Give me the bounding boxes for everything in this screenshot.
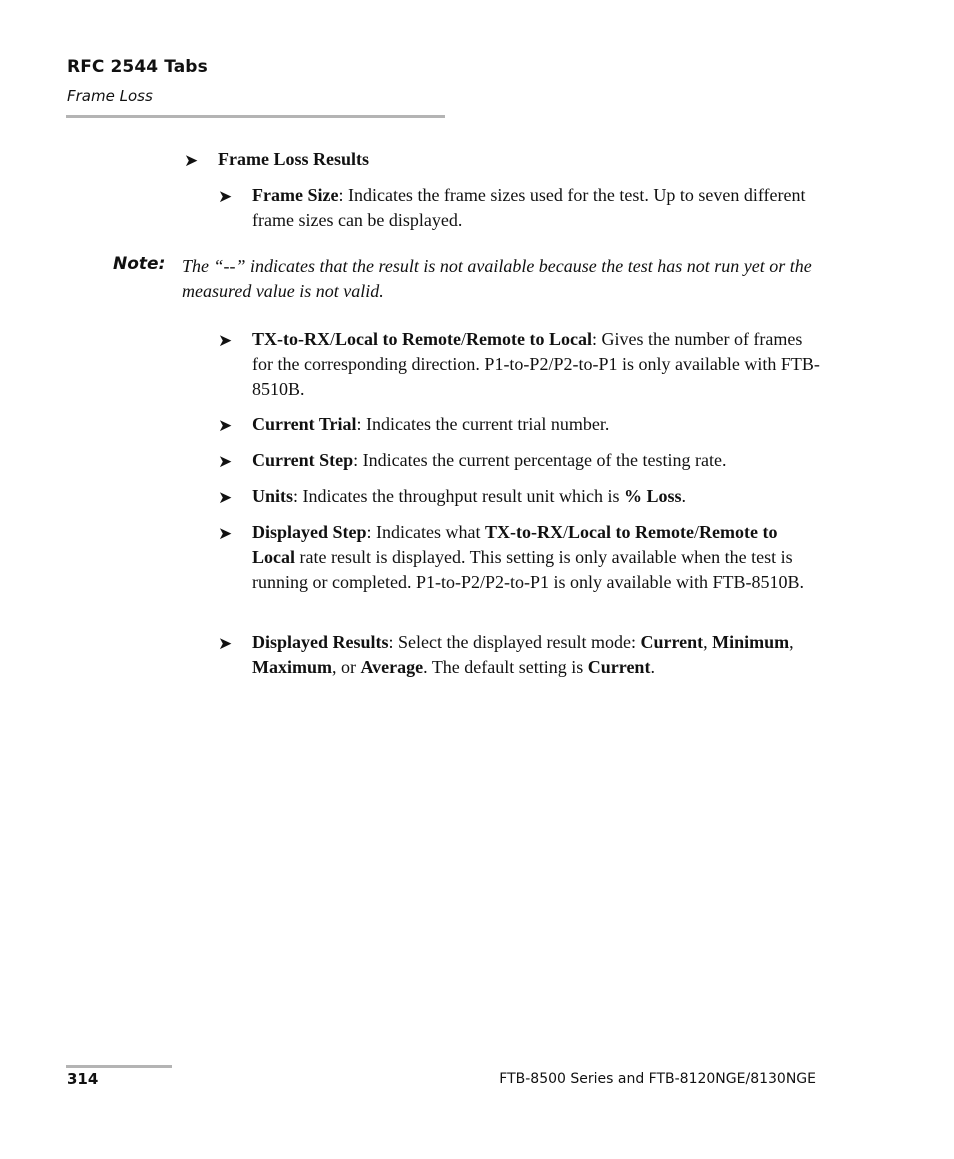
term-units: Units <box>252 486 294 506</box>
desc-current-trial: : Indicates the current trial number. <box>356 414 610 434</box>
term-local-to-remote: Local to Remote <box>568 522 694 542</box>
frame-loss-results-label: Frame Loss Results <box>218 149 369 169</box>
term-remote-to-local: Remote to Local <box>252 522 778 567</box>
term-frame-size: Frame Size <box>252 185 339 205</box>
desc-tx-to-rx: : Gives the number of frames for the corresponding direction. P1-to-P2/P2-to-P1 is only available with FTB-8510B. <box>252 329 820 399</box>
punctuation: , <box>703 632 713 652</box>
punctuation: , <box>789 632 794 652</box>
bullet-arrow-icon: ➤ <box>218 331 233 350</box>
bullet-current-trial <box>252 412 822 437</box>
bullet-displayed-step <box>252 520 804 595</box>
bullet-frame-size <box>252 183 822 233</box>
footer-rule <box>66 1065 172 1068</box>
punctuation: , or <box>332 657 361 677</box>
bullet-arrow-icon: ➤ <box>218 452 233 471</box>
bullet-arrow-icon: ➤ <box>184 151 199 170</box>
term-local-to-remote: Local to Remote <box>335 329 461 349</box>
bullet-tx-to-rx <box>252 327 822 402</box>
term-displayed-step: Displayed Step <box>252 522 367 542</box>
term-remote-to-local: Remote to Local <box>466 329 592 349</box>
bullet-arrow-icon: ➤ <box>218 634 233 653</box>
option-current: Current <box>640 632 704 652</box>
desc-frame-size: : Indicates the frame sizes used for the test. Up to seven different frame sizes can be displayed. <box>252 185 806 230</box>
desc-units: : Indicates the throughput result unit which is <box>293 486 624 506</box>
option-minimum: Minimum <box>712 632 790 652</box>
bullet-units <box>252 484 822 509</box>
punctuation: . <box>681 486 686 506</box>
option-average: Average <box>360 657 424 677</box>
subsection-title: Frame Loss <box>67 87 153 105</box>
desc-current-step: : Indicates the current percentage of the testing rate. <box>353 450 727 470</box>
term-current-step: Current Step <box>252 450 354 470</box>
term-displayed-results: Displayed Results <box>252 632 389 652</box>
note-label: Note: <box>113 254 166 274</box>
desc-displayed-results-part1: : Select the displayed result mode: <box>388 632 641 652</box>
note-text: The “--” indicates that the result is not available because the test has not run yet or the measured value is not valid. <box>182 256 812 301</box>
bullet-arrow-icon: ➤ <box>218 524 233 543</box>
desc-displayed-step-part1: : Indicates what <box>366 522 485 542</box>
option-current-default: Current <box>587 657 651 677</box>
option-maximum: Maximum <box>252 657 332 677</box>
separator: / <box>563 522 569 542</box>
section-title: RFC 2544 Tabs <box>67 57 208 77</box>
bullet-arrow-icon: ➤ <box>218 416 233 435</box>
bullet-arrow-icon: ➤ <box>218 187 233 206</box>
term-tx-to-rx: TX-to-RX <box>252 329 330 349</box>
units-value: % Loss <box>623 486 682 506</box>
separator: / <box>693 522 699 542</box>
desc-displayed-step-part2: rate result is displayed. This setting is only available when the test is running or completed. P1-to-P2/P2-to-P1 is only available with FTB-8510B. <box>252 547 804 592</box>
page-number: 314 <box>67 1070 99 1088</box>
footer-doc-title: FTB-8500 Series and FTB-8120NGE/8130NGE <box>499 1071 816 1087</box>
header-rule <box>66 115 445 118</box>
bullet-current-step <box>252 448 832 473</box>
bullet-arrow-icon: ➤ <box>218 488 233 507</box>
term-tx-to-rx: TX-to-RX <box>485 522 563 542</box>
frame-loss-results-heading <box>218 147 369 172</box>
term-current-trial: Current Trial <box>252 414 357 434</box>
separator: / <box>330 329 336 349</box>
separator: / <box>460 329 466 349</box>
bullet-displayed-results <box>252 630 822 680</box>
desc-displayed-results-part2: . The default setting is <box>423 657 588 677</box>
punctuation: . <box>650 657 655 677</box>
